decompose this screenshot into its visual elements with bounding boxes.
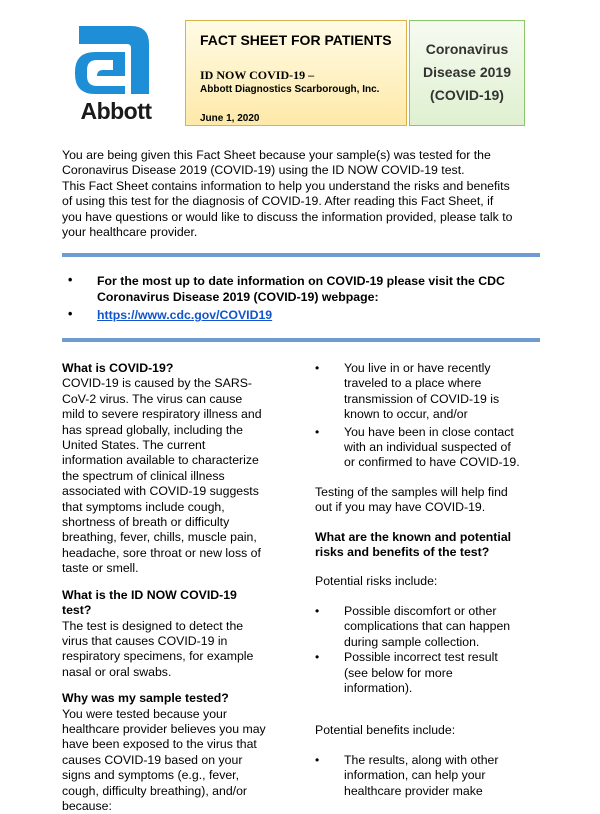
text-line: have been exposed to the virus that bbox=[62, 737, 257, 752]
text-line: You were tested because your bbox=[62, 706, 227, 721]
text-line: Possible discomfort or other bbox=[344, 603, 497, 618]
list-item bbox=[315, 753, 545, 799]
divider bbox=[62, 253, 540, 257]
text-line: information, can help your bbox=[344, 768, 486, 783]
text-line: information available to characterize bbox=[62, 453, 259, 468]
text-line: transmission of COVID-19 is bbox=[344, 391, 500, 406]
list-item bbox=[315, 604, 545, 650]
text-line: associated with COVID-19 suggests bbox=[62, 484, 259, 499]
text-line: headache, sore throat or new loss of bbox=[62, 545, 261, 560]
disease-line: Coronavirus bbox=[425, 41, 509, 57]
text-line: during sample collection. bbox=[344, 634, 480, 649]
text-line: signs and symptoms (e.g., fever, bbox=[62, 768, 240, 783]
text-line: You have been in close contact bbox=[344, 424, 514, 439]
intro-line: your healthcare provider. bbox=[62, 225, 198, 240]
text-line: (see below for more bbox=[344, 665, 453, 680]
bullet: • bbox=[315, 424, 320, 439]
right-column bbox=[315, 361, 545, 799]
text-line: The results, along with other bbox=[344, 752, 499, 767]
text-line: that symptoms include cough, bbox=[62, 499, 225, 514]
fact-sheet-header bbox=[185, 20, 407, 126]
text-line: Possible incorrect test result bbox=[344, 650, 498, 665]
section-heading: What is COVID-19? bbox=[62, 361, 174, 375]
bullet: • bbox=[315, 752, 320, 767]
bullet: • bbox=[315, 650, 320, 665]
section-heading: test? bbox=[62, 603, 92, 618]
text-line: virus that causes COVID-19 in bbox=[62, 633, 228, 648]
bullet: • bbox=[68, 307, 73, 321]
intro-line: you have questions or would like to discuss the information provided, please talk to bbox=[62, 209, 513, 224]
text-line: with an individual suspected of bbox=[344, 440, 511, 455]
intro-paragraph bbox=[62, 148, 532, 240]
text-line: traveled to a place where bbox=[344, 376, 482, 391]
text-line: causes COVID-19 based on your bbox=[62, 752, 243, 767]
text-line: Potential benefits include: bbox=[315, 723, 456, 738]
disease-line: Disease 2019 bbox=[423, 64, 511, 80]
section-heading: What are the known and potential bbox=[315, 529, 512, 544]
text-line: known to occur, and/or bbox=[344, 407, 468, 422]
disease-line: (COVID-19) bbox=[430, 87, 504, 103]
section-heading: Why was my sample tested? bbox=[62, 691, 229, 706]
intro-line: of using this test for the diagnosis of COVID-19. After reading this Fact Sheet, if bbox=[62, 194, 494, 209]
text-line: or confirmed to have COVID-19. bbox=[344, 455, 520, 470]
header-manufacturer: Abbott Diagnostics Scarborough, Inc. bbox=[200, 84, 380, 95]
cdc-link[interactable]: https://www.cdc.gov/COVID19 bbox=[97, 308, 273, 322]
intro-line: Coronavirus Disease 2019 (COVID-19) using the ID NOW COVID-19 test. bbox=[62, 163, 465, 178]
text-line: The test is designed to detect the bbox=[62, 618, 244, 633]
text-line: mild to severe respiratory illness and bbox=[62, 407, 262, 422]
text-line: cough, difficulty breathing), and/or bbox=[62, 783, 248, 798]
text-line: shortness of breath or difficulty bbox=[62, 515, 230, 530]
abbott-logo-icon bbox=[73, 26, 155, 94]
text-line: respiratory specimens, for example bbox=[62, 649, 254, 664]
text-line: United States. The current bbox=[62, 438, 206, 453]
text-line: nasal or oral swabs. bbox=[62, 664, 172, 679]
list-item bbox=[315, 425, 545, 471]
cdc-line: For the most up to date information on COVID-19 please visit the CDC bbox=[97, 274, 505, 288]
text-line: healthcare provider make bbox=[344, 783, 483, 798]
cdc-line: Coronavirus Disease 2019 (COVID-19) webpage: bbox=[97, 290, 379, 304]
text-line: complications that can happen bbox=[344, 619, 511, 634]
text-line: COVID-19 is caused by the SARS- bbox=[62, 376, 252, 391]
bullet: • bbox=[68, 273, 73, 287]
text-line: out if you may have COVID-19. bbox=[315, 500, 486, 515]
text-line: taste or smell. bbox=[62, 561, 139, 576]
text-line: because: bbox=[62, 798, 112, 813]
text-line: Testing of the samples will help find bbox=[315, 484, 508, 499]
text-line: You live in or have recently bbox=[344, 361, 491, 375]
section-heading: What is the ID NOW COVID-19 bbox=[62, 587, 237, 602]
text-line: CoV-2 virus. The virus can cause bbox=[62, 391, 243, 406]
header-product: ID NOW COVID-19 – bbox=[200, 68, 315, 82]
text-line: the spectrum of clinical illness bbox=[62, 468, 225, 483]
text-line: healthcare provider believes you may bbox=[62, 721, 266, 736]
cdc-info bbox=[97, 273, 537, 305]
divider bbox=[62, 338, 540, 342]
intro-line: This Fact Sheet contains information to help you understand the risks and benefits bbox=[62, 178, 510, 193]
text-line: information). bbox=[344, 680, 413, 695]
text-line: has spread globally, including the bbox=[62, 422, 243, 437]
list-item bbox=[315, 650, 545, 696]
disease-header bbox=[409, 20, 525, 126]
left-column bbox=[62, 361, 292, 814]
text-line: Potential risks include: bbox=[315, 574, 438, 589]
bullet: • bbox=[315, 361, 320, 375]
intro-line: You are being given this Fact Sheet because your sample(s) was tested for the bbox=[62, 148, 491, 162]
list-item bbox=[315, 361, 545, 423]
text-line: breathing, fever, chills, muscle pain, bbox=[62, 530, 257, 545]
company-logo-text: Abbott bbox=[80, 98, 152, 124]
bullet: • bbox=[315, 603, 320, 618]
section-heading: risks and benefits of the test? bbox=[315, 545, 490, 560]
header-title: FACT SHEET FOR PATIENTS bbox=[200, 32, 392, 48]
header-date: June 1, 2020 bbox=[200, 113, 260, 124]
